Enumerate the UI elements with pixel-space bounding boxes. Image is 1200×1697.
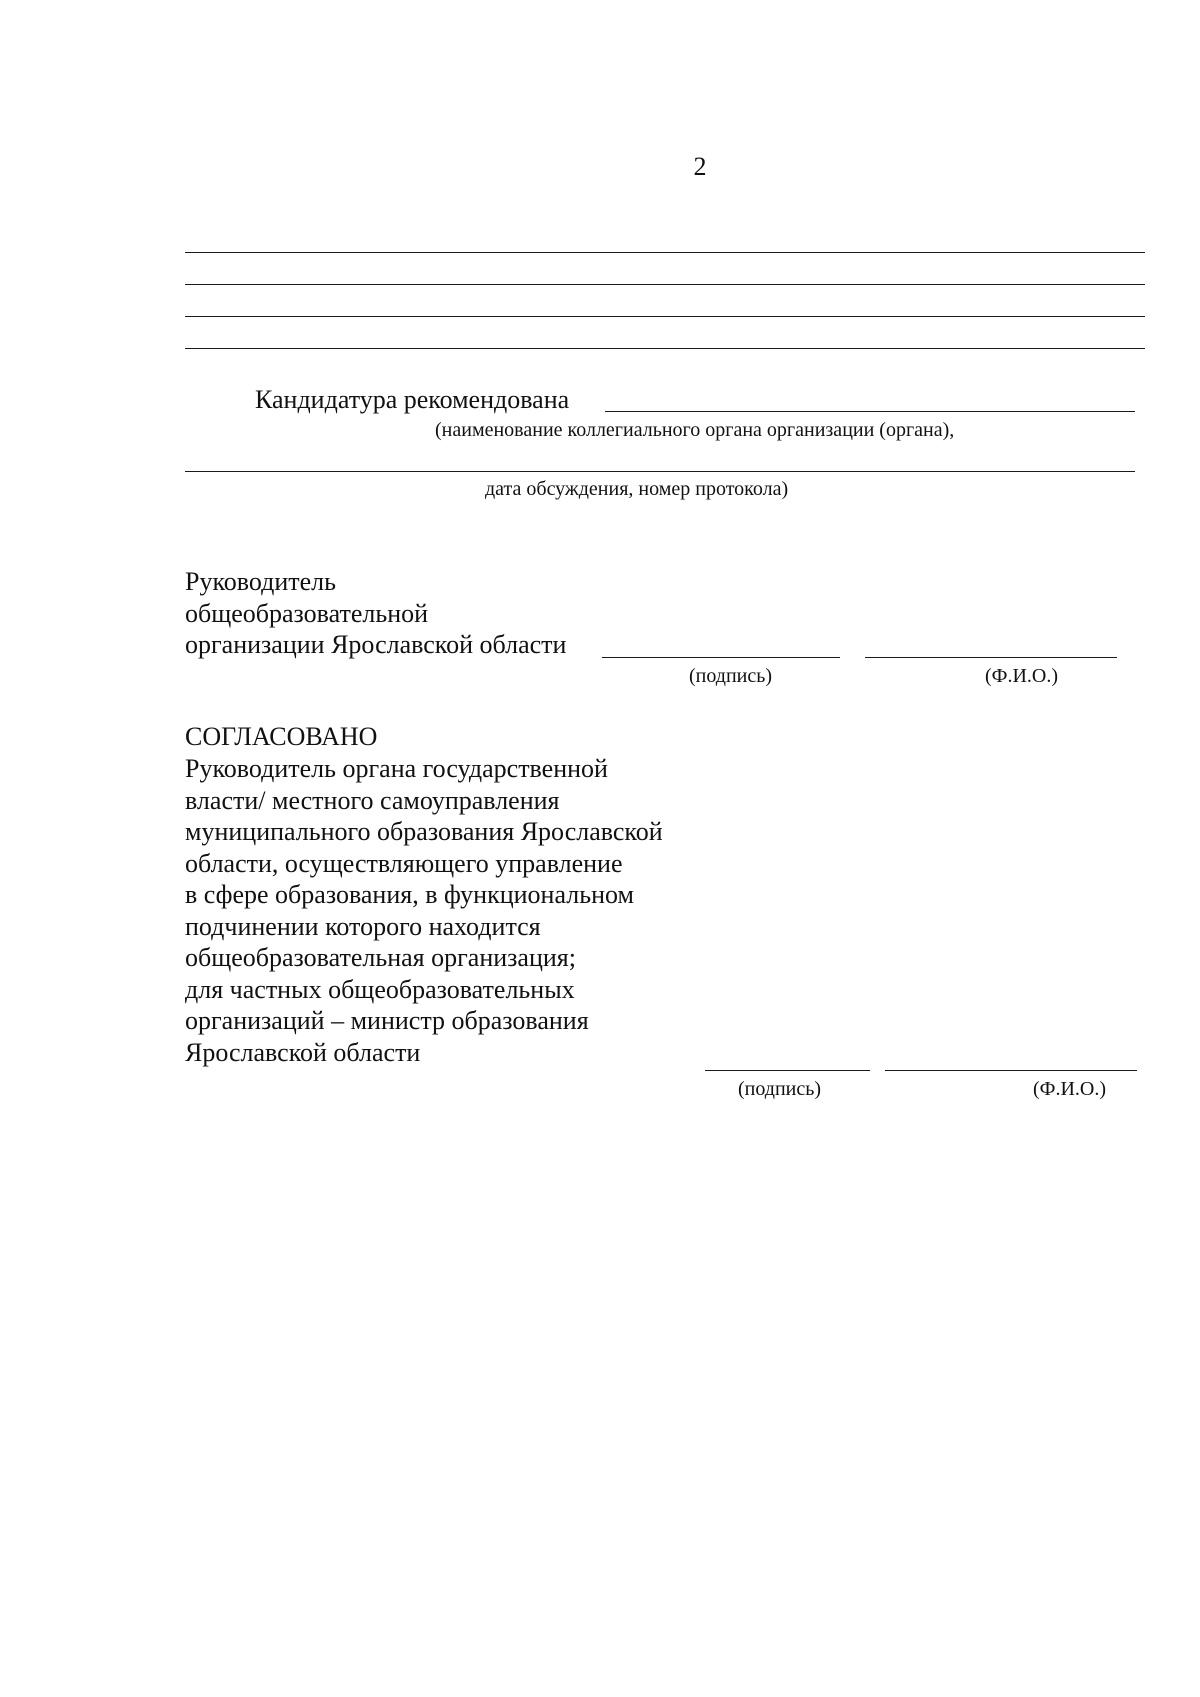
approval-text-block [185,753,663,1068]
approval-line: муниципального образования Ярославской [185,817,663,846]
approval-line: общеобразовательная организация; [185,943,576,972]
blank-line [185,252,1145,253]
blank-line [185,284,1145,285]
head-title-line: организации Ярославской области [185,630,567,659]
approval-title: СОГЛАСОВАНО [185,722,378,751]
approval-line: в сфере образования, в функциональном [185,880,634,909]
page-number: 2 [693,152,707,181]
head-title-block [185,566,566,661]
approval-line: Ярославской области [185,1037,421,1067]
approval-signature-line [705,1070,870,1071]
head-signature-line [602,657,840,658]
approval-line: организаций – министр образования [185,1006,589,1035]
recommendation-blank-line [605,411,1135,412]
head-name-caption: (Ф.И.О.) [985,665,1059,687]
approval-line: власти/ местного самоуправления [185,785,560,815]
blank-line [185,348,1145,349]
recommendation-caption-date-protocol: дата обсуждения, номер протокола) [485,478,789,500]
recommendation-blank-line-2 [185,471,1135,472]
head-name-line [865,657,1117,658]
approval-line: Руководитель органа государственной [185,754,608,783]
head-title-line: Руководитель [185,567,336,596]
recommendation-label: Кандидатура рекомендована [255,385,570,414]
head-signature-caption: (подпись) [689,665,773,687]
approval-name-caption: (Ф.И.О.) [1033,1078,1107,1100]
approval-line: подчинении которого находится [185,911,541,941]
approval-name-line [885,1070,1137,1071]
recommendation-caption-body-name: (наименование коллегиального органа организации (органа), [435,419,955,441]
head-title-line: общеобразовательной [185,598,429,628]
blank-line [185,316,1145,317]
approval-signature-caption: (подпись) [738,1078,822,1100]
approval-line: для частных общеобразовательных [185,974,575,1004]
approval-line: области, осуществляющего управление [185,848,623,878]
